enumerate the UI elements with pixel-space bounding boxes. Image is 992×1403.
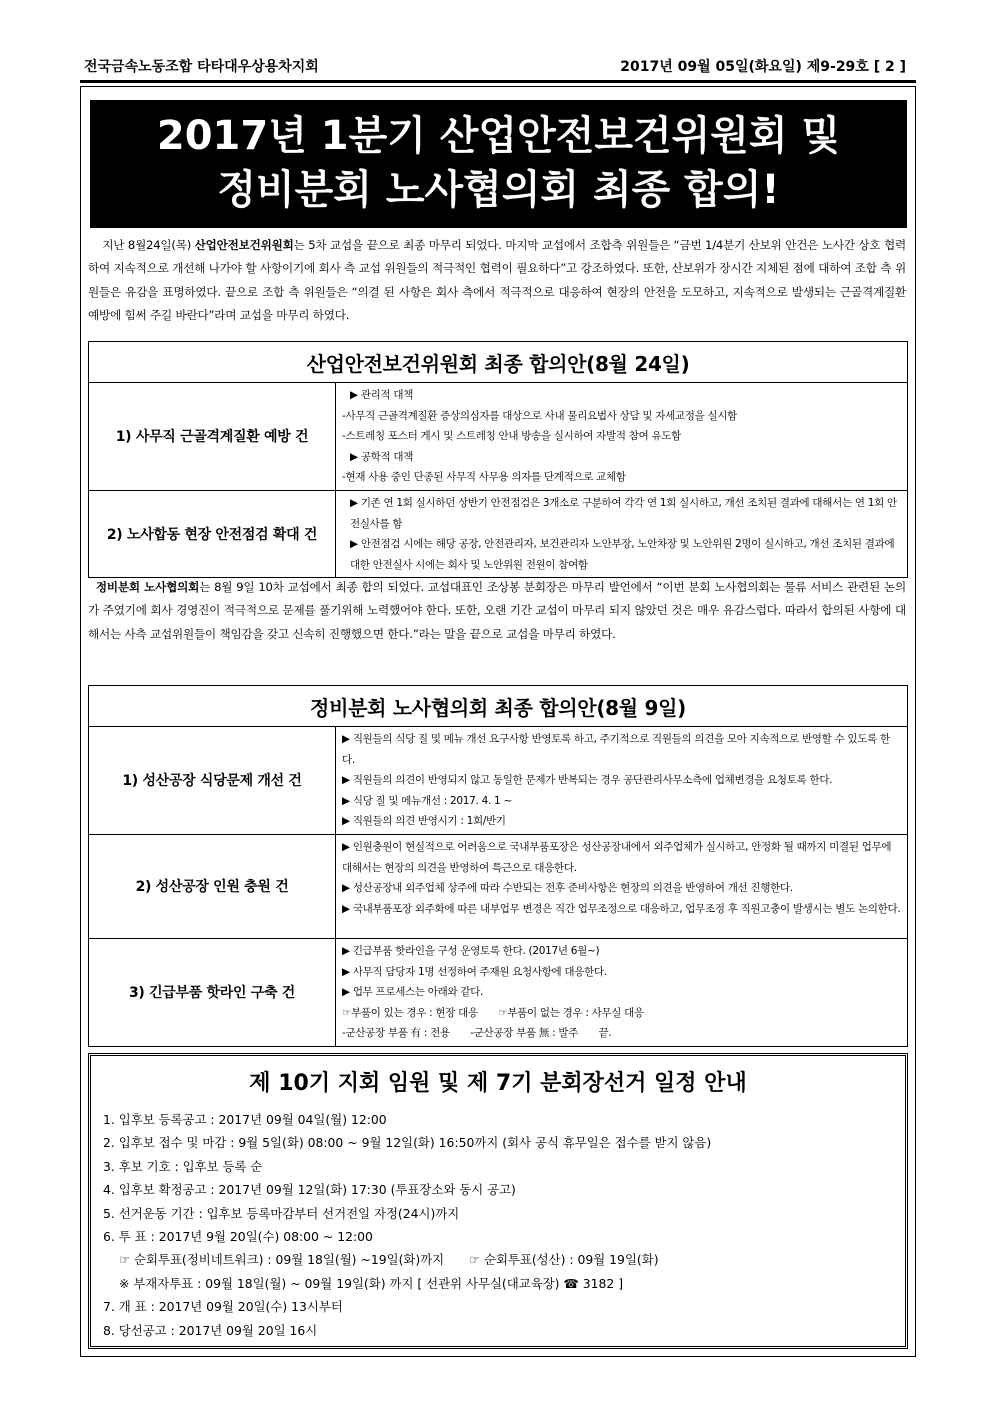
agreement-topic: 2) 성산공장 인원 충원 건 bbox=[89, 834, 336, 938]
detail-line: ▶ 직원들의 의견이 반영되지 않고 동일한 문제가 반복되는 경우 공단관리사무소측에 업체변경을 요청토록 한다. bbox=[342, 774, 833, 787]
header-divider bbox=[80, 80, 916, 83]
safety-committee-table-title: 산업안전보건위원회 최종 합의안(8월 24일) bbox=[89, 342, 908, 383]
intro-paragraph bbox=[88, 234, 906, 327]
table-row bbox=[89, 727, 908, 835]
agreement-topic: 3) 긴급부품 핫라인 구축 건 bbox=[89, 938, 336, 1046]
list-item: 1. 입후보 등록공고 : 2017년 09월 04일(월) 12:00 bbox=[103, 1112, 387, 1127]
agreement-topic: 2) 노사합동 현장 안전점검 확대 건 bbox=[89, 490, 336, 577]
detail-line: ▶ 국내부품포장 외주화에 따른 내부업무 변경은 직간 업무조정으로 대응하고, 업무조정 후 직원고충이 발생시는 별도 논의한다. bbox=[342, 902, 901, 915]
maintenance-table-title: 정비분회 노사협의회 최종 합의안(8월 9일) bbox=[89, 686, 908, 727]
intro-bold: 산업안전보건위원회 bbox=[194, 238, 294, 252]
detail-line: ▶ 긴급부품 핫라인을 구성 운영토록 한다. (2017년 6월~) bbox=[342, 944, 600, 957]
agreement-detail bbox=[336, 938, 908, 1046]
detail-line: -스트레칭 포스터 게시 및 스트레칭 안내 방송을 실시하여 자발적 참여 유도함 bbox=[342, 430, 681, 443]
list-item: 3. 후보 기호 : 입후보 등록 순 bbox=[103, 1158, 263, 1174]
list-item: ※ 부재자투표 : 09월 18일(월) ~ 09월 19일(화) 까지 [ 선관위 사무실(대교육장) ☎ 3182 ] bbox=[119, 1275, 624, 1291]
table-row bbox=[89, 490, 908, 577]
list-item: 7. 개 표 : 2017년 09월 20일(수) 13시부터 bbox=[103, 1299, 343, 1315]
list-item: 5. 선거운동 기간 : 입후보 등록마감부터 선거전일 자정(24시)까지 bbox=[103, 1205, 460, 1221]
list-item: 8. 당선공고 : 2017년 09월 20일 16시 bbox=[103, 1322, 318, 1338]
agreement-detail bbox=[336, 834, 908, 938]
agreement-detail bbox=[336, 383, 908, 491]
maintenance-rest: 는 8월 9일 10차 교섭에서 최종 합의 되었다. 교섭대표인 조상봉 분회장은 마무리 발언에서 “이번 분회 노사협의회는 물류 서비스 관련된 논의가 주였기에 회사 경영진이 적극적으로 문제를 풀기위해 노력했어야 한다. 또한, 오랜 기간 교섭이 마무리 되지 않았던 것은 매우 유감스럽다. 따라서 합의된 사항에 대해서는 사측 교섭위원들이 책임감을 갖고 신속히 진행했으면 한다.”라는 말을 끝으로 교섭을 마무리 하였다. bbox=[88, 580, 906, 641]
intro-lead: 지난 8월24일(목) bbox=[102, 238, 195, 252]
issue-info: 2017년 09월 05일(화요일) 제9-29호 [ 2 ] bbox=[620, 59, 906, 75]
detail-line: ▶ 업무 프로세스는 아래와 같다. bbox=[342, 986, 484, 999]
agreement-detail bbox=[336, 490, 908, 577]
intro-rest: 는 5차 교섭을 끝으로 최종 마무리 되었다. 마지막 교섭에서 조합측 위원들은 “금번 1/4분기 산보위 안건은 노사간 상호 협력하여 지속적으로 개선해 나가야 할 사항이기에 회사 측 교섭 위원들의 적극적인 협력이 필요하다”고 강조하였다. 또한, 산보위가 장시간 지체된 점에 대하여 조합 측 위원들은 유감을 표명하였다. 끝으로 조합 측 위원들은 “의결 된 사항은 회사 측에서 적극적으로 대응하여 현장의 안전을 도모하고, 지속적으로 발생되는 근골격계질환 예방에 힘써 주길 바란다”라며 교섭을 마무리 하였다. bbox=[88, 238, 906, 322]
headline-banner bbox=[90, 100, 907, 228]
election-schedule-box bbox=[88, 1053, 908, 1349]
union-name: 전국금속노동조합 타타대우상용차지회 bbox=[84, 59, 319, 75]
detail-line: ▶ 안전점검 시에는 해당 공장, 안전관리자, 보건관리자 노안부장, 노안차장 및 노안위원 2명이 실시하고, 개선 조치된 결과에 대한 안전실사 시에는 회사 및 노안위원 전원이 참여함 bbox=[350, 538, 895, 571]
table-row bbox=[89, 938, 908, 1046]
detail-line: -현재 사용 중인 단종된 사무직 사무용 의자를 단계적으로 교체함 bbox=[342, 471, 626, 484]
table-row bbox=[89, 834, 908, 938]
detail-line: ▶ 직원들의 의견 반영시기 : 1회/반기 bbox=[342, 815, 506, 828]
maintenance-bold: 정비분회 노사협의회 bbox=[95, 580, 200, 594]
detail-line: -사무직 근골격계질환 증상의심자를 대상으로 사내 물리요법사 상담 및 자세교정을 실시함 bbox=[342, 409, 738, 422]
detail-line: ▶ 기존 연 1회 실시하던 상반기 안전점검은 3개소로 구분하여 각각 연 1회 실시하고, 개선 조치된 결과에 대해서는 연 1회 안전실사를 함 bbox=[350, 496, 897, 530]
page-header bbox=[80, 56, 910, 78]
detail-line: ▶ 식당 질 및 메뉴개선 : 2017. 4. 1 ~ bbox=[342, 794, 512, 807]
headline-line-1: 2017년 1분기 산업안전보건위원회 및 bbox=[156, 113, 841, 159]
maintenance-table bbox=[88, 685, 908, 1047]
detail-line: ☞부품이 있는 경우 : 현장 대응 ☞부품이 없는 경우 : 사무실 대응 bbox=[342, 1006, 644, 1019]
headline-line-2: 정비분회 노사협의회 최종 합의! bbox=[217, 167, 780, 213]
election-schedule-title: 제 10기 지회 임원 및 제 7기 분회장선거 일정 안내 bbox=[249, 1071, 747, 1096]
safety-committee-table bbox=[88, 341, 908, 578]
agreement-topic: 1) 성산공장 식당문제 개선 건 bbox=[89, 727, 336, 835]
detail-line: ▶ 성산공장내 외주업체 상주에 따라 수반되는 전후 준비사항은 현장의 의견을 반영하여 개선 진행한다. bbox=[342, 882, 793, 895]
list-item: 6. 투 표 : 2017년 9월 20일(수) 08:00 ~ 12:00 bbox=[103, 1229, 373, 1245]
agreement-detail bbox=[336, 727, 908, 835]
detail-line: ▶ 관리적 대책 bbox=[350, 389, 414, 401]
detail-line: -군산공장 부품 有 : 전용 -군산공장 부품 無 : 발주 끝. bbox=[342, 1027, 612, 1040]
schedule-list bbox=[103, 1108, 711, 1342]
detail-line: ▶ 직원들의 식당 질 및 메뉴 개선 요구사항 반영토록 하고, 주기적으로 직원들의 의견을 모아 지속적으로 반영할 수 있도록 한다. bbox=[342, 733, 890, 766]
table-row bbox=[89, 383, 908, 491]
detail-line: ▶ 인원충원이 현실적으로 어려움으로 국내부품포장은 성산공장내에서 외주업체가 실시하고, 안정화 될 때까지 미결된 업무에 대해서는 현장의 의견을 반영하여 특근으로 대응한다. bbox=[342, 840, 892, 874]
maintenance-paragraph bbox=[88, 576, 906, 646]
detail-line: ▶ 공학적 대책 bbox=[350, 450, 414, 463]
list-item: 4. 입후보 확정공고 : 2017년 09월 12일(화) 17:30 (투표장소와 동시 공고) bbox=[103, 1182, 516, 1198]
list-item: 2. 입후보 접수 및 마감 : 9월 5일(화) 08:00 ~ 9월 12일(화) 16:50까지 (회사 공식 휴무일은 접수를 받지 않음) bbox=[103, 1135, 712, 1151]
list-item: ☞ 순회투표(정비네트워크) : 09월 18일(월) ~19일(화)까지 ☞ 순회투표(성산) : 09월 19일(화) bbox=[119, 1252, 659, 1268]
detail-line: ▶ 사무직 담당자 1명 선정하여 주재원 요청사항에 대응한다. bbox=[342, 965, 607, 978]
agreement-topic: 1) 사무직 근골격계질환 예방 건 bbox=[89, 383, 336, 491]
